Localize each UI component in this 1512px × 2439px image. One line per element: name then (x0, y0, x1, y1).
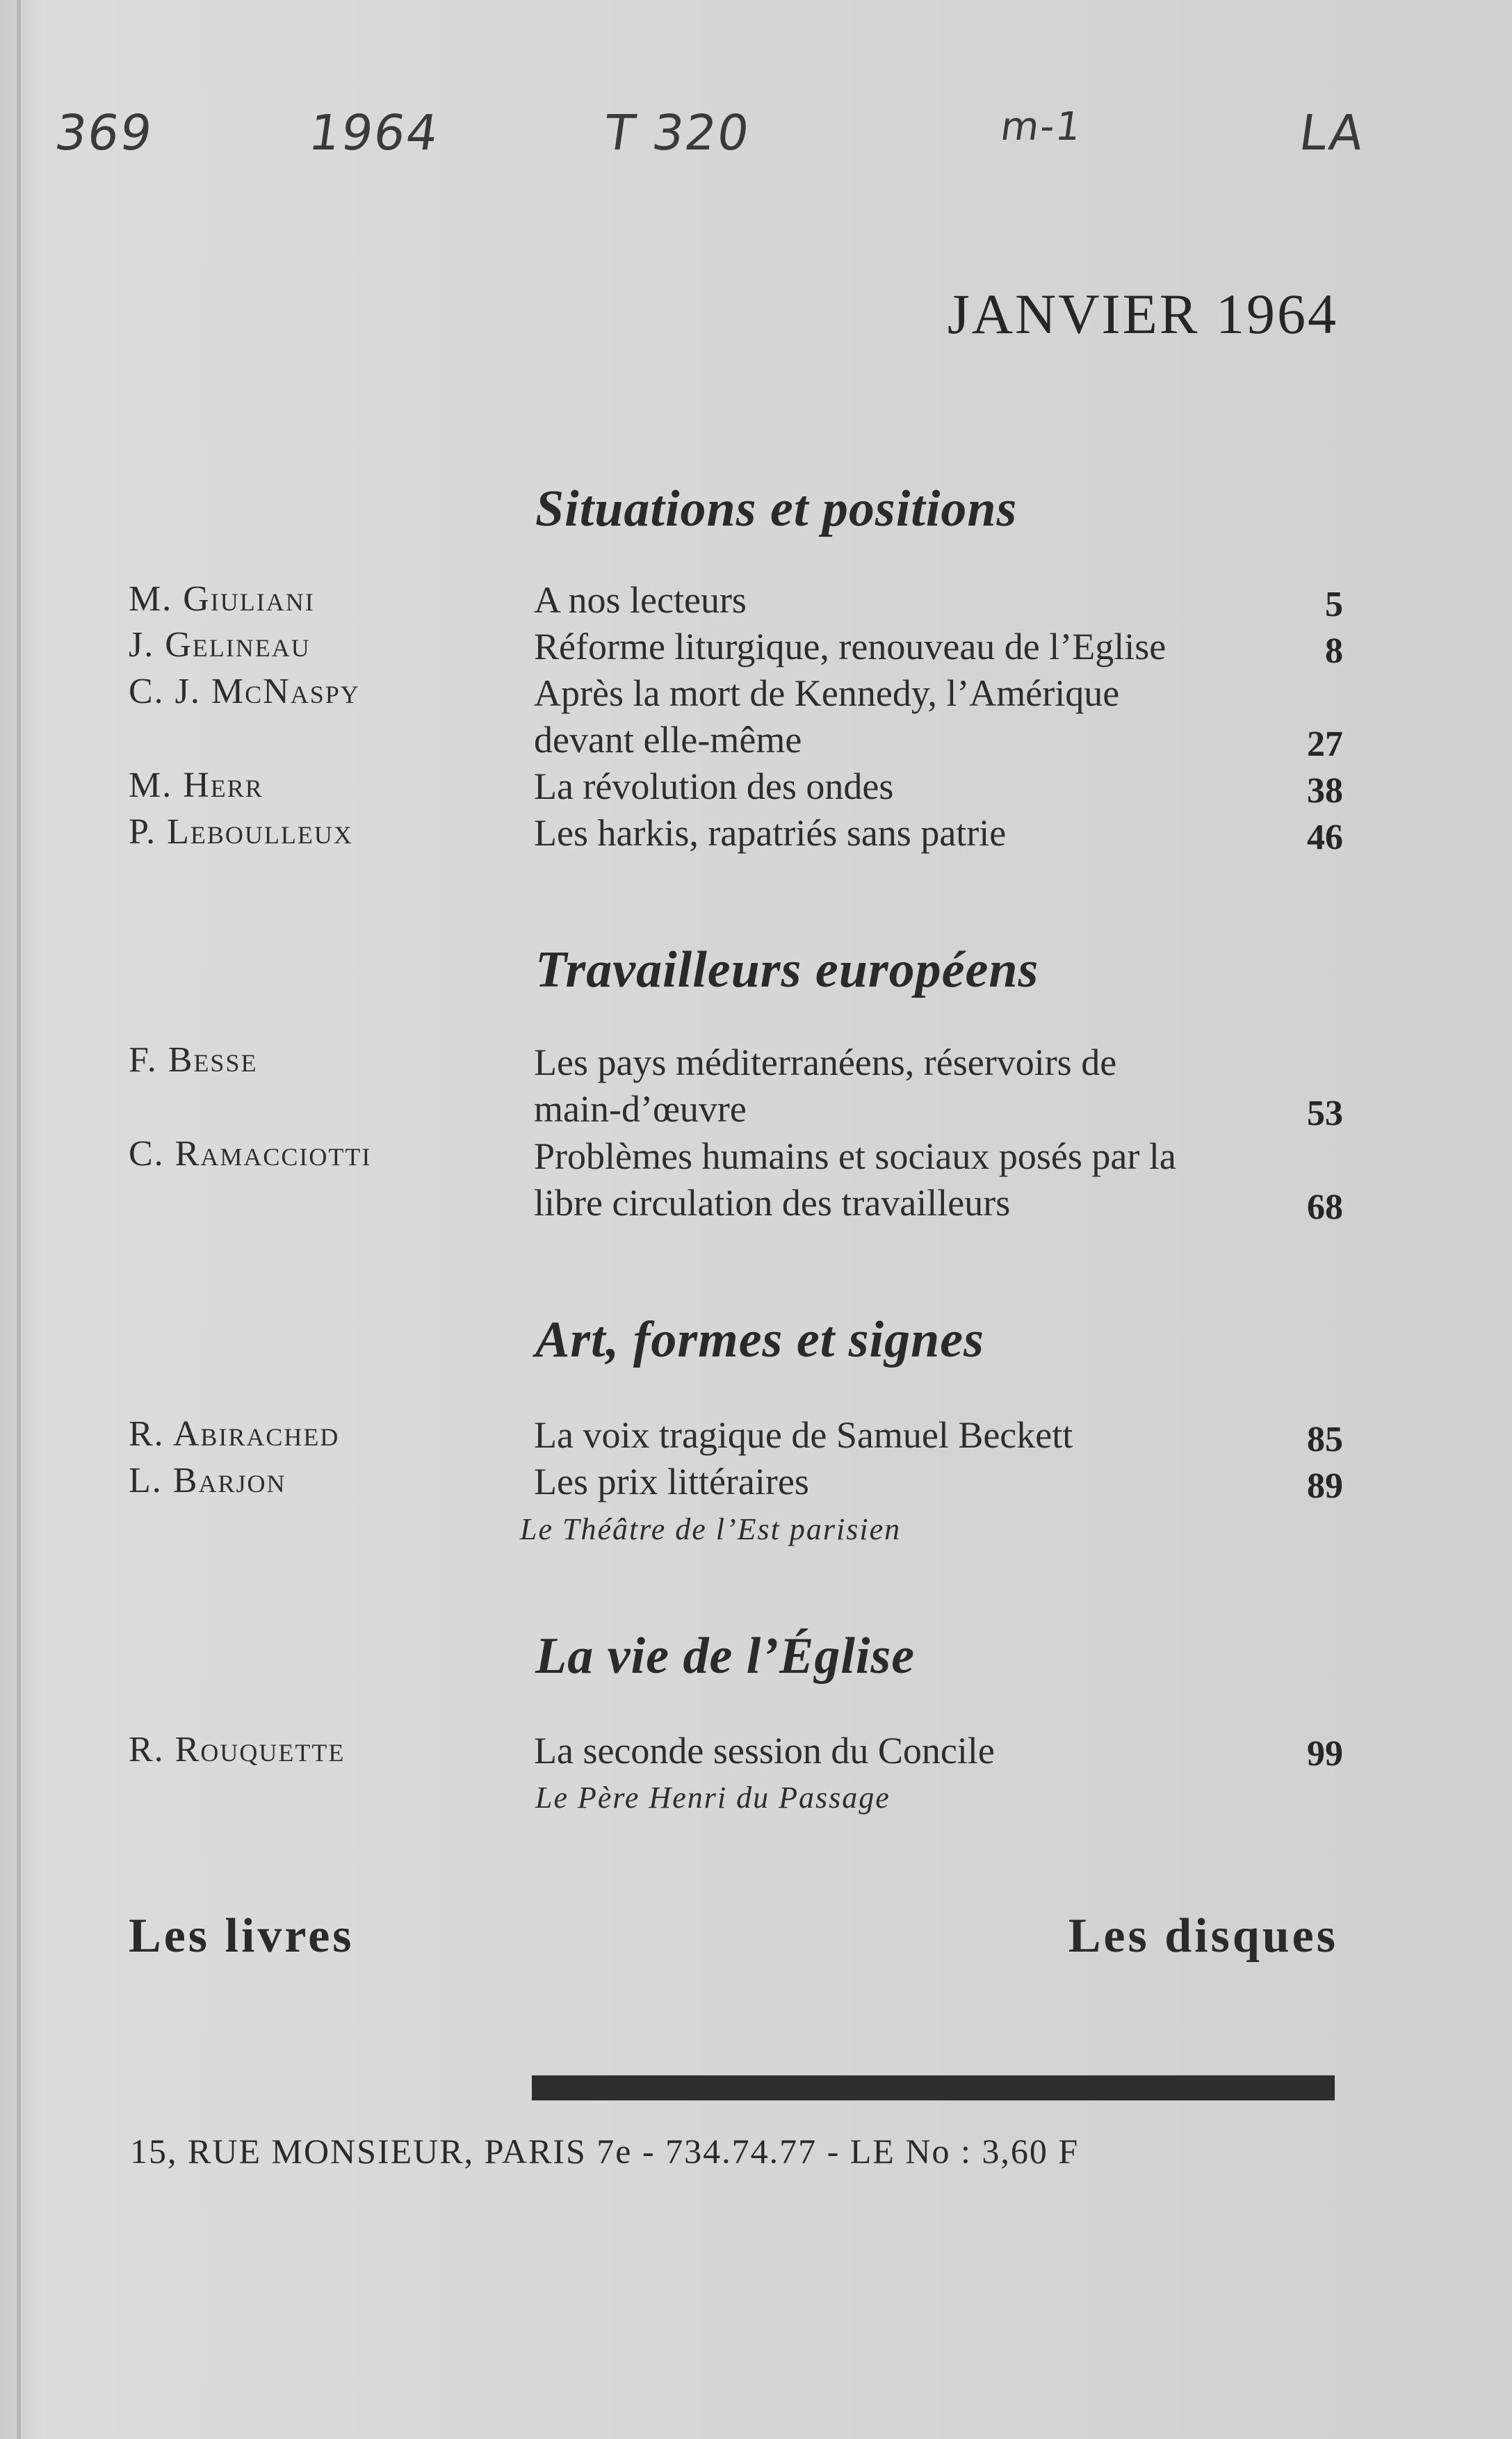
author: C. J. McNaspy (129, 672, 360, 711)
publisher-address: 15, RUE MONSIEUR, PARIS 7e - 734.74.77 - LE No : 3,60 F (130, 2132, 1080, 2171)
author: F. Besse (129, 1040, 258, 1080)
page-number: 89 (1307, 1466, 1343, 1506)
handwritten-note: m-1 (998, 104, 1085, 149)
author: C. Ramacciotti (129, 1134, 372, 1174)
issue-date: JANVIER 1964 (947, 282, 1338, 346)
page-number: 85 (1307, 1420, 1343, 1459)
article-title[interactable]: Les prix littéraires (534, 1461, 809, 1502)
article-subnote: Le Théâtre de l’Est parisien (520, 1512, 902, 1546)
author: R. Abirached (129, 1414, 340, 1454)
author: L. Barjon (129, 1461, 286, 1500)
author: J. Gelineau (129, 625, 311, 665)
article-title[interactable]: A nos lecteurs (534, 579, 747, 621)
page-number: 68 (1307, 1188, 1343, 1227)
books-section[interactable]: Les livres (129, 1909, 355, 1963)
page-number: 38 (1307, 771, 1343, 811)
section-title: La vie de l’Église (535, 1628, 916, 1685)
handwritten-note: 369 (51, 104, 157, 161)
author: M. Herr (129, 765, 263, 805)
article-title[interactable] (534, 1039, 1257, 1133)
section-title: Art, formes et signes (535, 1311, 984, 1368)
page-number: 8 (1325, 631, 1343, 671)
handwritten-note: LA (1296, 104, 1369, 161)
records-section[interactable]: Les disques (1068, 1909, 1338, 1963)
article-title[interactable] (534, 1133, 1257, 1226)
article-title-line: devant elle-même (534, 719, 802, 761)
article-title[interactable]: La voix tragique de Samuel Beckett (534, 1414, 1073, 1456)
divider-bar (532, 2075, 1335, 2100)
page-number: 46 (1307, 818, 1343, 857)
page-number: 53 (1307, 1094, 1343, 1133)
binding-edge (17, 0, 21, 2439)
article-title-line: Les pays méditerranéens, réservoirs de (534, 1042, 1117, 1083)
page-number: 27 (1307, 724, 1343, 764)
article-title[interactable] (534, 670, 1257, 763)
section-title: Travailleurs européens (535, 941, 1039, 998)
author: R. Rouquette (129, 1730, 346, 1769)
section-title: Situations et positions (535, 480, 1018, 537)
article-title-line: Problèmes humains et sociaux posés par la (534, 1135, 1176, 1177)
article-title-line: libre circulation des travailleurs (534, 1182, 1011, 1224)
article-title-line: Après la mort de Kennedy, l’Amérique (534, 672, 1120, 714)
author: M. Giuliani (129, 579, 315, 619)
article-title[interactable]: Les harkis, rapatriés sans patrie (534, 812, 1007, 854)
handwritten-note: T 320 (601, 104, 754, 161)
page-number: 99 (1307, 1734, 1343, 1774)
article-title-line: main-d’œuvre (534, 1088, 747, 1130)
article-title[interactable]: La révolution des ondes (534, 765, 894, 807)
page-number: 5 (1325, 585, 1343, 624)
handwritten-note: 1964 (305, 104, 443, 161)
article-title[interactable]: La seconde session du Concile (534, 1730, 995, 1772)
article-subnote: Le Père Henri du Passage (535, 1781, 891, 1815)
author: P. Leboulleux (129, 812, 353, 852)
article-title[interactable]: Réforme liturgique, renouveau de l’Eglise (534, 626, 1166, 667)
